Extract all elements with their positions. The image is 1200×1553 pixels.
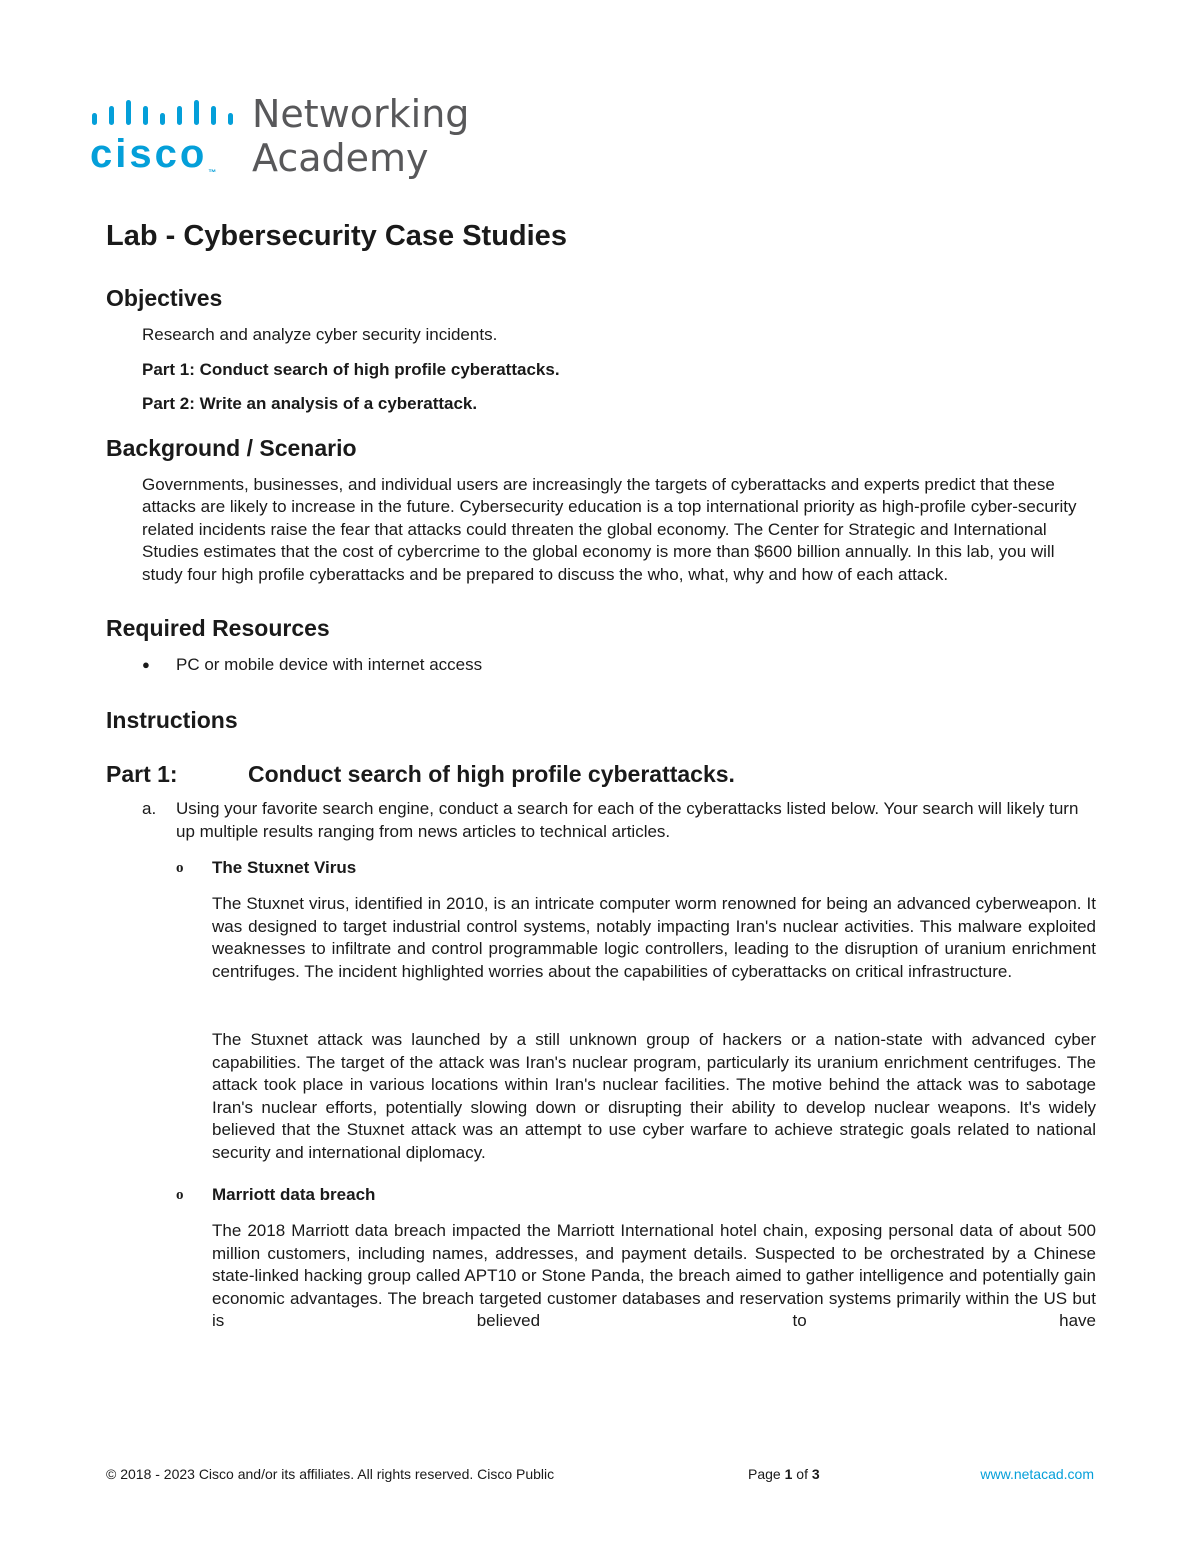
objectives-heading: Objectives (106, 285, 223, 311)
stuxnet-paragraph-1: The Stuxnet virus, identified in 2010, is an intricate computer worm renowned for being an advanced cyberweapon. It was designed to target industrial control systems, notably impacting Iran's nuclear activities. This malware exploited weaknesses to infiltrate and control programmable logic controllers, leading to the disruption of uranium enrichment centrifuges. The incident highlighted worries about the capabilities of cyberattacks on critical infrastructure. (212, 894, 1096, 981)
marriott-item (176, 1184, 1096, 1333)
networking-academy-wordmark (252, 92, 469, 180)
footer-copyright: © 2018 - 2023 Cisco and/or its affiliates. All rights reserved. Cisco Public (106, 1466, 555, 1482)
cisco-bars-icon (90, 100, 240, 130)
step-a-text: Using your favorite search engine, conduct a search for each of the cyberattacks listed below. Your search will likely turn up multiple results ranging from news articles to technical articles. (176, 799, 1079, 841)
logo-line-2: Academy (252, 136, 429, 180)
page-current: 1 (784, 1466, 793, 1482)
part-1-label: Part 1: (106, 761, 178, 787)
sub-bullet-icon: o (176, 1187, 184, 1203)
objective-part-1: Part 1: Conduct search of high profile cyberattacks. (142, 359, 560, 379)
page-title: Lab - Cybersecurity Case Studies (106, 220, 567, 252)
objective-part-2: Part 2: Write an analysis of a cyberattack. (142, 394, 478, 413)
resources-section (106, 614, 1096, 676)
stuxnet-title: The Stuxnet Virus (212, 858, 357, 877)
part-1-heading (106, 760, 1096, 788)
page-total: 3 (811, 1466, 820, 1482)
list-item (142, 654, 1096, 676)
bullet-icon: ● (142, 657, 150, 672)
stuxnet-paragraph-2: The Stuxnet attack was launched by a still unknown group of hackers or a nation-state with advanced cyber capabilities. The target of the attack was Iran's nuclear program, particularly its uranium enrichment centrifuges. The attack took place in various locations within Iran's nuclear facilities. The motive behind the attack was to sabotage Iran's nuclear efforts, potentially slowing down or disrupting their ability to develop nuclear weapons. It's widely believed that the Stuxnet attack was an attempt to use cyber warfare to achieve strategic goals related to national security and international diplomacy. (212, 1030, 1096, 1162)
marriott-paragraph-1: The 2018 Marriott data breach impacted the Marriott International hotel chain, exposing personal data of about 500 million customers, including names, addresses, and payment details. Suspected to be orchestrated by a Chinese state-linked hacking group called APT10 or Stone Panda, the breach aimed to gather intelligence and potentially gain economic advantages. The breach targeted customer databases and reservation systems primarily within the US but is believed to have (212, 1221, 1096, 1330)
footer-page-number (748, 1463, 820, 1485)
marriott-heading (176, 1184, 1096, 1206)
part-1-title: Conduct search of high profile cyberattacks. (248, 761, 735, 787)
sub-bullet-icon: o (176, 860, 184, 876)
cisco-wordmark: cisco™ (90, 132, 217, 177)
background-section (106, 434, 1096, 587)
page-word: Page (748, 1466, 781, 1482)
instructions-heading: Instructions (106, 707, 238, 733)
cisco-networking-academy-logo (90, 92, 490, 182)
objectives-intro: Research and analyze cyber security incidents. (142, 325, 498, 344)
resources-heading: Required Resources (106, 615, 330, 641)
logo-line-1: Networking (252, 92, 470, 136)
step-a-marker: a. (142, 799, 157, 818)
background-heading: Background / Scenario (106, 434, 357, 461)
step-a (142, 798, 1096, 843)
objectives-section (106, 284, 1096, 416)
stuxnet-heading (176, 857, 1096, 879)
background-text: Governments, businesses, and individual users are increasingly the targets of cyberattacks and experts predict that these attacks are likely to increase in the future. Cybersecurity education is a top international priority as high-profile cyber-security related incidents raise the fear that attacks could threaten the global economy. The Center for Strategic and International Studies estimates that the cost of cybercrime to the global economy is more than $600 billion annually. In this lab, you will study four high profile cyberattacks and be prepared to discuss the who, what, why and how of each attack. (142, 474, 1077, 584)
marriott-title: Marriott data breach (212, 1185, 376, 1204)
stuxnet-item (176, 857, 1096, 1164)
resource-item: PC or mobile device with internet access (176, 655, 483, 674)
page-footer (106, 1463, 1094, 1485)
of-word: of (796, 1466, 808, 1482)
document-body (106, 218, 1096, 1333)
footer-url-link[interactable]: www.netacad.com (980, 1466, 1094, 1482)
